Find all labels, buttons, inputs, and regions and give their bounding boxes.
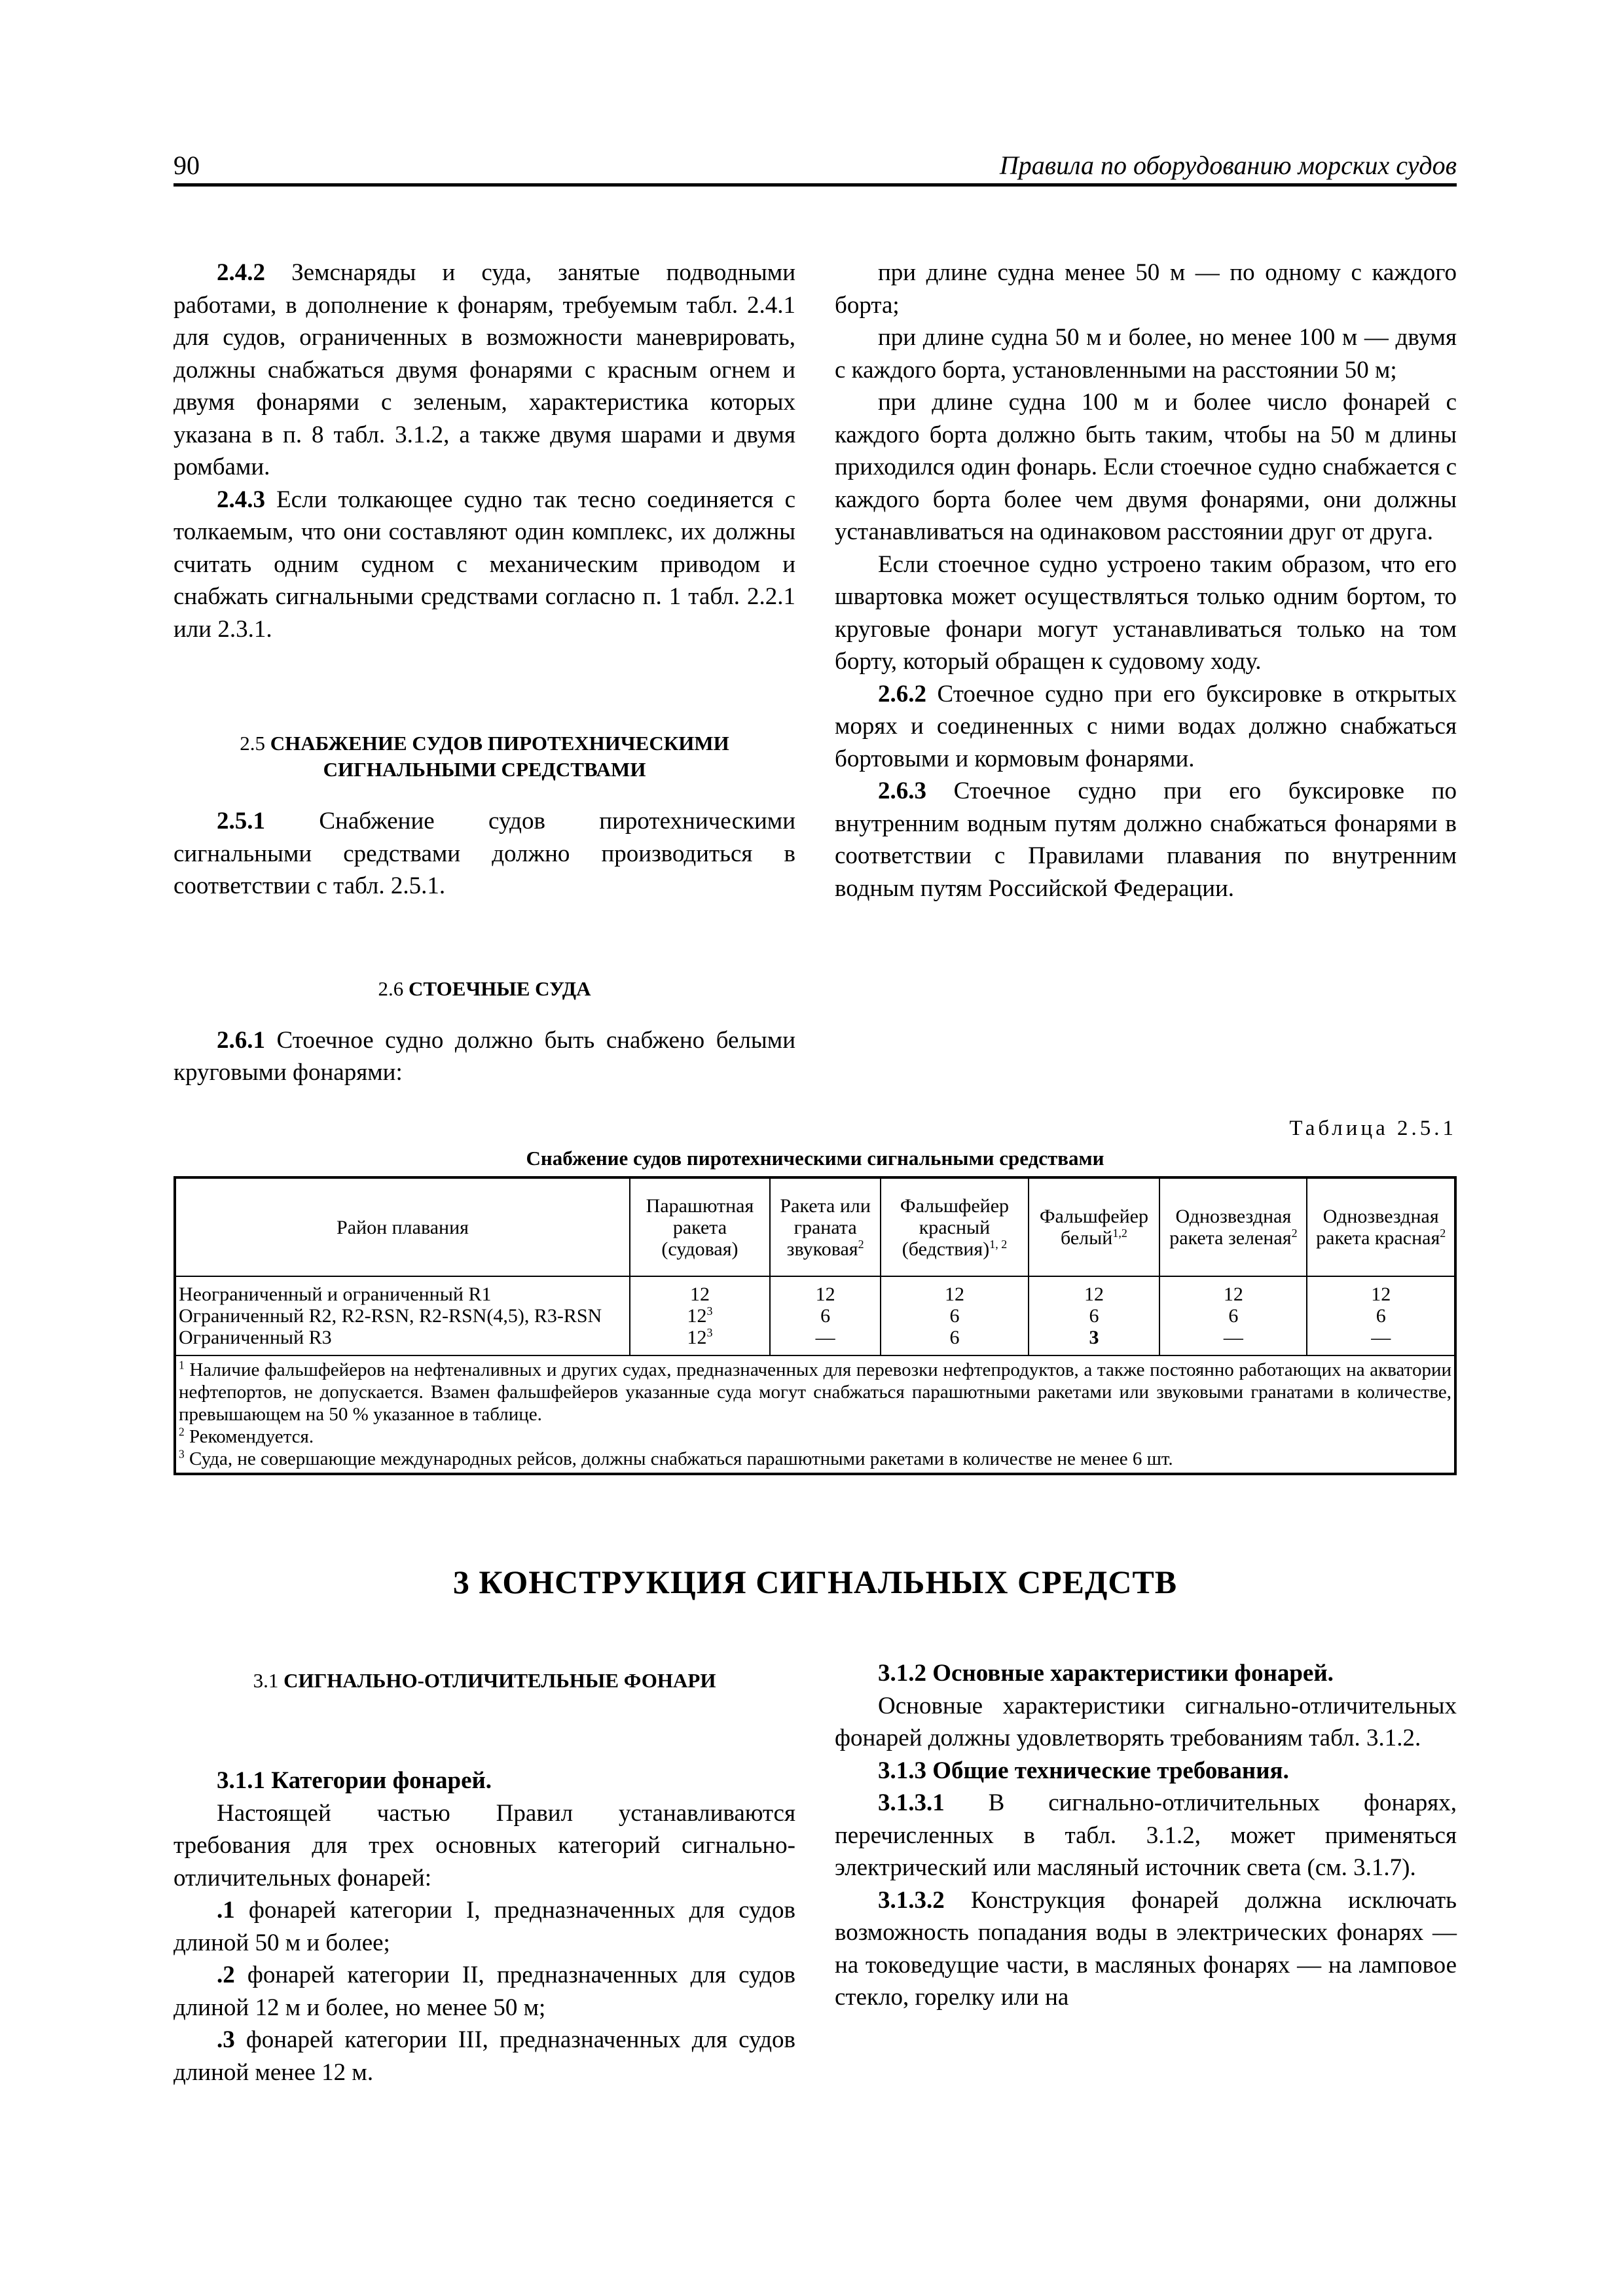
paragraph-3-1-3: 3.1.3 Общие технические требования. [878, 1757, 1289, 1784]
paragraph: Основные характеристики сигнально-отличительных фонарей должны удовлетворять требованиям табл. 3.1.2. [835, 1692, 1457, 1751]
page-number: 90 [173, 151, 200, 180]
running-header [173, 144, 1457, 187]
header-cell: Однозвездная ракета зеленая$^2$ [1159, 1177, 1307, 1276]
left-column-bottom [173, 1668, 795, 2089]
value-cell: 12 6 3 [1029, 1276, 1160, 1355]
running-title: Правила по оборудованию морских судов [999, 151, 1457, 180]
list-item: .1 фонарей категории I, предназначенных для судов длиной 50 м и более; [173, 1897, 795, 1956]
table-body-row [175, 1276, 1455, 1355]
footnote-1: $^1$ Наличие фальшфейеров на нефтеналивных и других судах, предназначенных для перевозки нефтепродуктов, а также постоянно работающих на акватории нефтепортов, не допускается. Взамен фальшфейеров указанные суда могут снабжаться парашютными ракетами или звуковыми гранатами в количестве, превышающем на 50 % указанное в таблице. [179, 1358, 1451, 1425]
chapter-heading: 3 КОНСТРУКЦИЯ СИГНАЛЬНЫХ СРЕДСТВ [452, 1564, 1178, 1600]
paragraph: при длине судна 50 м и более, но менее 100 м — двумя с каждого борта, установленными на расстоянии 50 м; [835, 324, 1457, 384]
table-notes [175, 1355, 1455, 1474]
section-heading-3-1: 3.1 СИГНАЛЬНО-ОТЛИЧИТЕЛЬНЫЕ ФОНАРИ [253, 1669, 716, 1692]
paragraph-3-1-1: 3.1.1 Категории фонарей. [217, 1767, 492, 1794]
paragraph-2-4-2: 2.4.2 Земснаряды и суда, занятые подводными работами, в дополнение к фонарям, требуемым табл. 2.4.1 для судов, ограниченных в возможности маневрировать, должны снабжаться двумя фонарями с красным огнем и двумя фонарями с зеленым, характеристика которых указана в п. 8 табл. 3.1.2, а также двумя шарами и двумя ромбами. [173, 259, 795, 480]
table-caption: Таблица 2.5.1 [1289, 1117, 1457, 1140]
table-notes-row [175, 1355, 1455, 1474]
footnote-3: $^3$ Суда, не совершающие международных рейсов, должны снабжаться парашютными ракетами в количестве не менее 6 шт. [179, 1447, 1173, 1469]
paragraph-3-1-3-1: 3.1.3.1 В сигнально-отличительных фонарях, перечисленных в табл. 3.1.2, может применяться электрический или масляный источник света (см. 3.1.7). [835, 1789, 1457, 1881]
table-2-5-1 [173, 1176, 1457, 1475]
value-cell: 12 $12^3$ $12^3$ [630, 1276, 770, 1355]
right-column-bottom [835, 1657, 1457, 2014]
value-cell: 12 6 6 [881, 1276, 1028, 1355]
value-cell: 12 6 — [1159, 1276, 1307, 1355]
paragraph-3-1-2: 3.1.2 Основные характеристики фонарей. [878, 1660, 1334, 1687]
header-cell: Парашютная ракета (судовая) [630, 1177, 770, 1276]
paragraph-2-4-3: 2.4.3 Если толкающее судно так тесно соединяется с толкаемым, что они составляют один комплекс, их должны считать одним судном с механическим приводом и снабжать сигнальными средствами согласно п. 1 табл. 2.2.1 или 2.3.1. [173, 486, 795, 643]
paragraph: Настоящей частью Правил устанавливаются требования для трех основных категорий сигнально-отличительных фонарей: [173, 1799, 795, 1892]
paragraph: Если стоечное судно устроено таким образом, что его швартовка может осуществляться только одним бортом, то круговые фонари могут устанавливаться только на том борту, который обращен к судовому ходу. [835, 550, 1457, 675]
list-item: .2 фонарей категории II, предназначенных для судов длиной 12 м и более, но менее 50 м; [173, 1962, 795, 2021]
value-cell: 12 6 — [1307, 1276, 1455, 1355]
right-column-top [835, 257, 1457, 905]
table-header-row [175, 1177, 1455, 1276]
header-cell: Ракета или граната звуковая$^2$ [770, 1177, 881, 1276]
paragraph-2-6-3: 2.6.3 Стоечное судно при его буксировке по внутренним водным путям должно снабжаться фонарями в соответствии с Правилами плавания по внутренним водным путям Российской Федерации. [835, 778, 1457, 902]
list-item: .3 фонарей категории III, предназначенных для судов длиной менее 12 м. [173, 2026, 795, 2086]
table-title: Снабжение судов пиротехническими сигнальными средствами [526, 1147, 1104, 1170]
footnote-2: $^2$ Рекомендуется. [179, 1425, 314, 1447]
area-cell: Неограниченный и ограниченный R1 Ограниченный R2, R2-RSN, R2-RSN(4,5), R3-RSN Ограниченный R3 [175, 1276, 630, 1355]
paragraph-2-5-1: 2.5.1 Снабжение судов пиротехническими сигнальными средствами должно производиться в соответствии с табл. 2.5.1. [173, 808, 795, 899]
section-heading-2-6: 2.6 СТОЕЧНЫЕ СУДА [378, 977, 591, 1000]
paragraph: при длине судна менее 50 м — по одному с каждого борта; [835, 259, 1457, 319]
header-cell: Фальшфейер красный (бедствия)$^{1, 2}$ [881, 1177, 1028, 1276]
paragraph-3-1-3-2: 3.1.3.2 Конструкция фонарей должна исключать возможность попадания воды в электрических фонарях — на токоведущие части, в масляных фонарях — на ламповое стекло, горелку или на [835, 1886, 1457, 2011]
value-cell: 12 6 — [770, 1276, 881, 1355]
header-cell: Район плавания [175, 1177, 630, 1276]
header-cell: Фальшфейер белый$^{1,2}$ [1029, 1177, 1160, 1276]
paragraph: при длине судна 100 м и более число фонарей с каждого борта должно быть таким, чтобы на 50 м длины приходился один фонарь. Если стоечное судно снабжается с каждого борта более чем двумя фонарями, они должны устанавливаться на одинаковом расстоянии друг от друга. [835, 389, 1457, 545]
header-cell: Однозвездная ракета красная$^2$ [1307, 1177, 1455, 1276]
section-heading-2-5: 2.5 СНАБЖЕНИЕ СУДОВ ПИРОТЕХНИЧЕСКИМИ СИГНАЛЬНЫМИ СРЕДСТВАМИ [240, 732, 729, 781]
left-column-top [173, 257, 795, 1089]
paragraph-2-6-1: 2.6.1 Стоечное судно должно быть снабжено белыми круговыми фонарями: [173, 1026, 795, 1086]
paragraph-2-6-2: 2.6.2 Стоечное судно при его буксировке в открытых морях и соединенных с ними водах должно снабжаться бортовыми и кормовым фонарями. [835, 680, 1457, 772]
